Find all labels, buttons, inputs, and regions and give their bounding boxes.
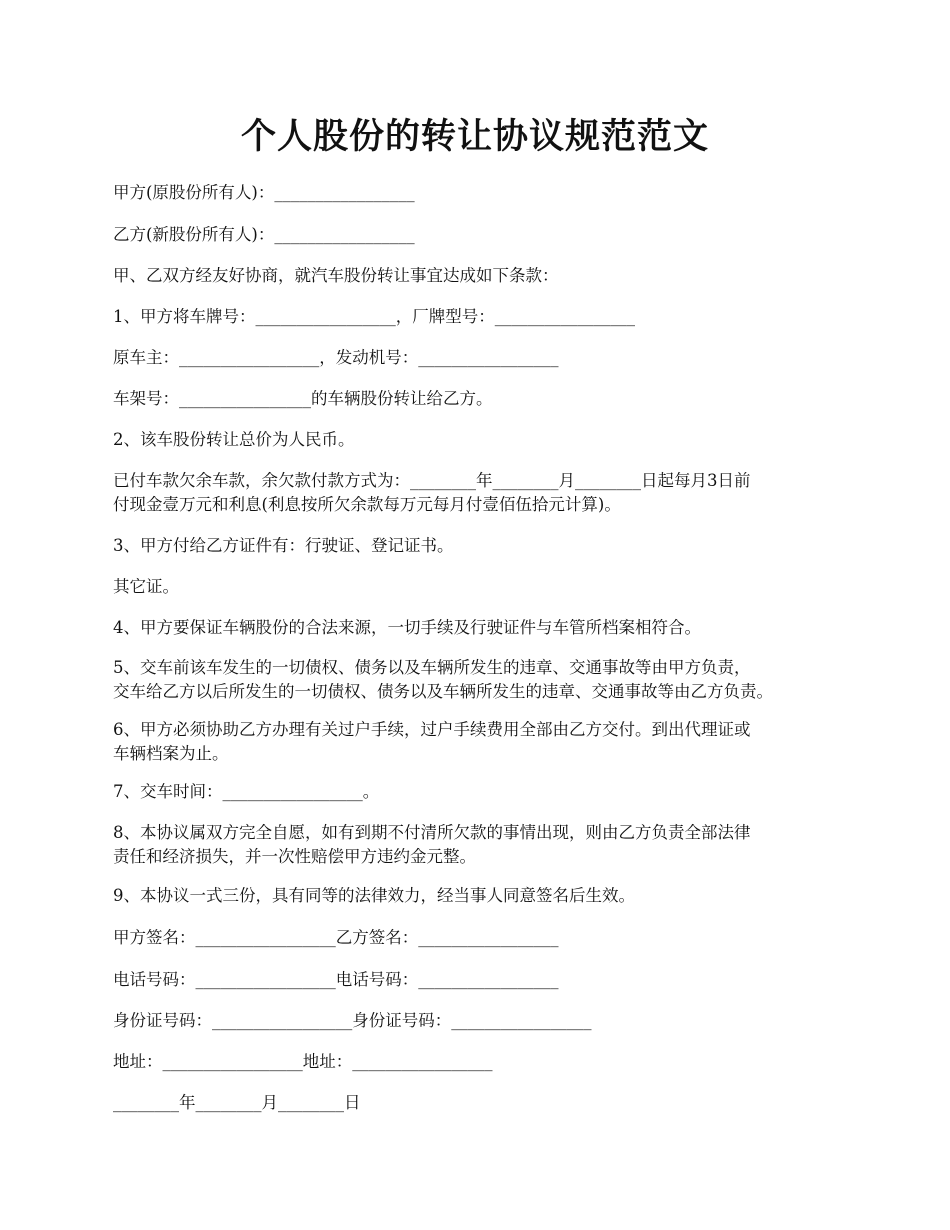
signature-line: 甲方签名：_________________乙方签名：_________________ bbox=[113, 928, 559, 947]
clause-7: 7、交车时间：_________________。 bbox=[113, 782, 380, 801]
clause-5: 5、交车前该车发生的一切债权、债务以及车辆所发生的违章、交通事故等由甲方负责， 交车给乙方以后所发生的一切债权、债务以及车辆所发生的违章、交通事故等由乙方负责。 bbox=[113, 658, 773, 701]
document-title: 个人股份的转让协议规范范文 bbox=[240, 116, 709, 157]
intro-paragraph: 甲、乙双方经友好协商，就汽车股份转让事宜达成如下条款： bbox=[113, 266, 559, 285]
clause-6: 6、甲方必须协助乙方办理有关过户手续，过户手续费用全部由乙方交付。到出代理证或 车辆档案为止。 bbox=[113, 720, 751, 763]
clause-2-payment: 已付车款欠余车款，余欠款付款方式为：________年________月________日起每月3日前 付现金壹万元和利息(利息按所欠余款每万元每月付壹佰伍拾元计算)。 bbox=[113, 471, 751, 514]
clause-9: 9、本协议一式三份，具有同等的法律效力，经当事人同意签名后生效。 bbox=[113, 886, 635, 905]
clause-1-frame: 车架号：________________的车辆股份转让给乙方。 bbox=[113, 389, 493, 408]
date-line: ________年________月________日 bbox=[113, 1093, 361, 1112]
clause-1-owner-engine: 原车主：_________________，发动机号：_________________ bbox=[113, 348, 559, 367]
clause-1-plate: 1、甲方将车牌号：_________________，厂牌型号：_________________ bbox=[113, 307, 635, 326]
clause-2-price: 2、该车股份转让总价为人民币。 bbox=[113, 430, 355, 449]
id-number-line: 身份证号码：_________________身份证号码：_________________ bbox=[113, 1011, 592, 1030]
address-line: 地址：_________________地址：_________________ bbox=[113, 1052, 493, 1071]
clause-4: 4、甲方要保证车辆股份的合法来源，一切手续及行驶证件与车管所档案相符合。 bbox=[113, 618, 701, 637]
party-b-line: 乙方(新股份所有人)：_________________ bbox=[113, 225, 415, 244]
phone-line: 电话号码：_________________电话号码：_________________ bbox=[113, 970, 559, 989]
clause-8: 8、本协议属双方完全自愿，如有到期不付清所欠款的事情出现，则由乙方负责全部法律 责任和经济损失，并一次性赔偿甲方违约金元整。 bbox=[113, 823, 751, 866]
party-a-line: 甲方(原股份所有人)：_________________ bbox=[113, 183, 415, 202]
clause-3-documents: 3、甲方付给乙方证件有：行驶证、登记证书。 bbox=[113, 536, 454, 555]
clause-3-other: 其它证。 bbox=[113, 577, 179, 596]
